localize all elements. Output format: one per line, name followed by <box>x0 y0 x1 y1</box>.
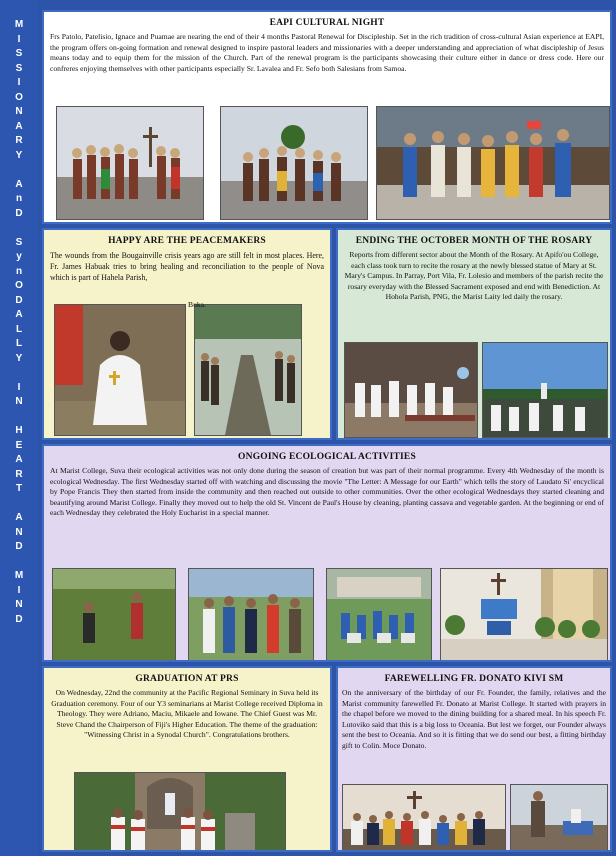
sidebar-letter: L <box>15 338 23 349</box>
sidebar-letter: A <box>15 120 23 132</box>
sidebar-letter: A <box>15 178 23 190</box>
eco-title: ONGOING ECOLOGICAL ACTIVITIES <box>238 452 416 462</box>
sidebar-letter: N <box>15 106 23 117</box>
eco-body: At Marist College, Suva their ecological activities was not only done during the season of creation but was part of their normal programme. Every 4th Wednesday of the month is ecological Wednesday. The first Wednesday started off with watching and discussing the movie "The Letter: A Message for our Earth" which tells the story of Laudato Si' encyclical by Pope Francis They then started from inside the community and then reached out outside to other communities. Over the other ecological Wednesdays they started cleaning and beautifying around Marist College. Finally they moved out to help the old St. Vincent de Paul's House by cleaning, planting cassava and vegetable garden. At the beginning or end of each Wednesday they celebrated the Holy Eucharist in a special manner. <box>50 466 604 518</box>
rosary-photo-1 <box>344 342 478 438</box>
peace-photo-1 <box>54 304 186 436</box>
sidebar-letter: D <box>15 294 23 306</box>
sidebar-motto <box>0 0 38 856</box>
sidebar-letter: R <box>15 135 23 146</box>
eco-photo-1 <box>52 568 176 662</box>
sidebar-letter: D <box>15 207 23 219</box>
eapi-photo-2 <box>220 106 368 220</box>
sidebar-letter: M <box>14 19 24 30</box>
sidebar-letter: n <box>15 265 23 277</box>
sidebar-letter: y <box>16 251 22 262</box>
sidebar-letter: M <box>14 570 24 581</box>
peace-body: The wounds from the Bougainville crisis years ago are still felt in most places. Here, Fr. James Habuak tries to bring healing and reconciliation to the people of Nova which is part of Hahela Parish, <box>50 251 324 282</box>
eapi-photo-3 <box>376 106 610 220</box>
sidebar-letter: I <box>17 381 21 393</box>
sidebar-letter: I <box>17 584 21 596</box>
sidebar-letter: I <box>17 77 21 88</box>
sidebar-letter: I <box>17 33 21 45</box>
sidebar-letter: O <box>15 280 23 291</box>
eapi-body: Frs Patolo, Patelisio, Ignace and Puamae are nearing the end of their 4 months Pastoral Renewal for Discipleship. Set in the rich tradition of cross-cultural Asian experience at EAPI, the program offers on-going formation and renewal designed to inspire pastoral leaders and missionaries with a deeper understanding and appreciation of what discipleship of Jesus means today and to equip them for the mission of the Church. Part of the renewal program is the participants showcasing their culture either in dance or dress code. Here our confreres enjoying themselves with other participants especially Sr. Lavalea and Fr. Sefo both Salesians from Samoa. <box>50 32 604 73</box>
rosary-body: Reports from different sector about the Month of the Rosary. At Apifo'ou College, each class took turn to recite the rosary at the newly blessed statue of Mary at St. Mary's Campus. In Parray, Port Vila, Fr. Lolesio and members of the parish recite the rosary everyday with the Blessed Sacrament exposed and end with Benediction. At Hohola Parish, PNG, the Marist Laity led daily the rosary. <box>344 250 604 302</box>
sidebar-letter: L <box>15 323 23 335</box>
farewell-photo-2 <box>510 784 608 852</box>
rosary-photo-2 <box>482 342 608 438</box>
grad-title: GRADUATION AT PRS <box>135 674 239 684</box>
eapi-title: EAPI CULTURAL NIGHT <box>269 18 385 28</box>
sidebar-letter: A <box>15 309 23 320</box>
rosary-title: ENDING THE OCTOBER MONTH OF THE ROSARY <box>355 236 593 246</box>
sidebar-letter: H <box>15 425 23 436</box>
sidebar-letter: S <box>15 236 23 248</box>
sidebar-letter: E <box>15 439 23 451</box>
eco-photo-4 <box>440 568 608 662</box>
sidebar-letter: D <box>15 541 23 552</box>
sidebar-letter: N <box>15 599 23 610</box>
panel-farewell <box>336 666 612 852</box>
sidebar-letter: A <box>15 454 23 465</box>
grad-body: On Wednesday, 22nd the community at the Pacific Regional Seminary in Suva held its Graduation ceremony. Four of our Y3 seminarians at Marist College received Diploma in Theology. They were Adriano, Maciu, Mikaele and Iowane. The Chief Guest was Mr. Steve Chand the Chairperson of Fiji's Higher Education. The theme of the graduation: "Witnessing Christ in a Synodal Church". Congratulations brothers. <box>51 688 323 740</box>
sidebar-letter: Y <box>15 352 23 364</box>
panel-eapi <box>42 10 612 224</box>
farewell-body: On the anniversary of the birthday of our Fr. Founder, the family, relatives and the Marist community farewelled Fr. Donato at Marist College. It started with prayers in the chapel before we moved to the dining building for a shared meal. In his speech Fr. Lutoviko said that this is a big loss to Oceania. But lest we forget, our Founder always sent the best to Oceania. And so it is fitting that we do send our best, a fitting birthday gift to Colin. Moce Donato. <box>342 688 606 750</box>
panel-graduation <box>42 666 332 852</box>
peace-photo-2 <box>194 304 302 436</box>
panel-peacemakers <box>42 228 332 440</box>
grad-photo <box>74 772 286 852</box>
eapi-photo-1 <box>56 106 204 220</box>
sidebar-letter: T <box>15 483 23 494</box>
sidebar-letter: A <box>15 512 23 523</box>
eco-photo-2 <box>188 568 314 662</box>
farewell-title: FAREWELLING FR. DONATO KIVI SM <box>384 674 564 684</box>
panel-ecological <box>42 444 612 662</box>
sidebar-letter: n <box>15 193 23 204</box>
peace-title: HAPPY ARE THE PEACEMAKERS <box>108 236 266 246</box>
sidebar-letter: Y <box>15 149 23 161</box>
sidebar-letter: N <box>15 526 23 538</box>
sidebar-letter: S <box>15 48 23 59</box>
eco-photo-3 <box>326 568 432 662</box>
sidebar-letter: O <box>15 91 23 103</box>
sidebar-letter: S <box>15 62 23 74</box>
peace-caption: Buka. <box>188 300 206 309</box>
farewell-photo-1 <box>342 784 506 852</box>
panel-rosary <box>336 228 612 440</box>
sidebar-letter: R <box>15 468 23 480</box>
sidebar-letter: D <box>15 613 23 625</box>
sidebar-letter: N <box>15 396 23 407</box>
